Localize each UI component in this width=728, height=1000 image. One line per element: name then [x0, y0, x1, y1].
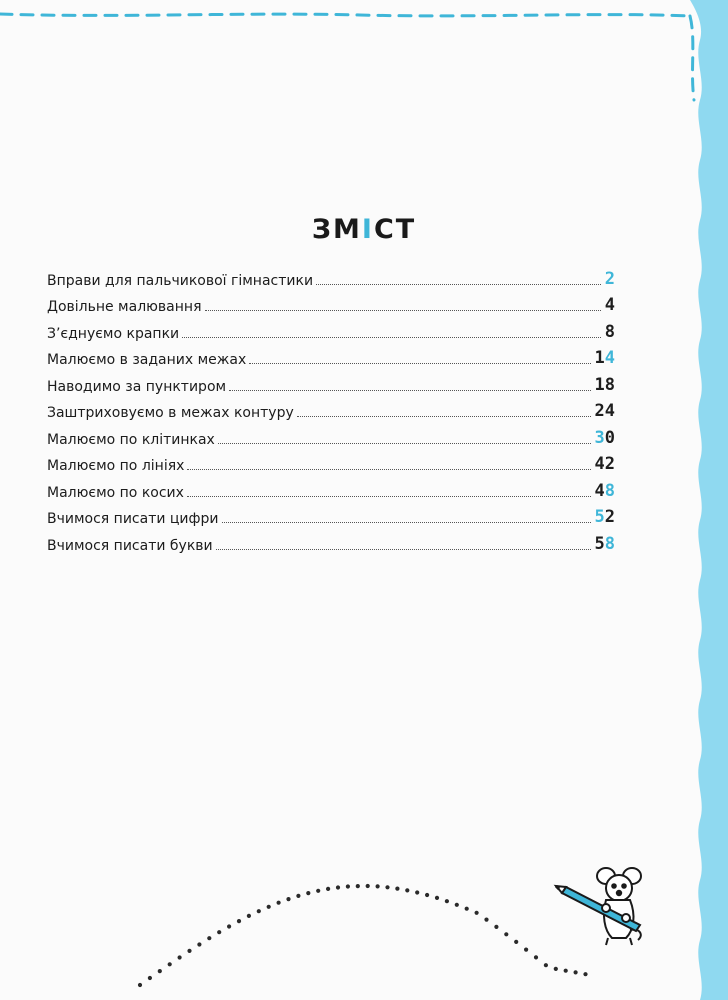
dotted-trail [138, 884, 588, 987]
toc-entry-label: Довільне малювання [47, 299, 202, 315]
toc-entry-page-number: 30 [594, 427, 615, 448]
toc-entry-page-number: 58 [594, 533, 615, 554]
mouse-with-pencil-icon [556, 868, 641, 945]
toc-entry-label: Малюємо по косих [47, 484, 184, 501]
toc-entry-page-number: 4 [604, 295, 615, 315]
toc-entry-page-number: 18 [594, 374, 615, 395]
toc-entry-page-number: 14 [594, 348, 615, 368]
toc-entry-label: Малюємо по клітинках [47, 431, 215, 448]
toc-entry-page-number: 8 [604, 321, 615, 342]
toc-entry-label: Вправи для пальчикової гімнастики [47, 272, 314, 289]
toc-entry-label: Наводимо за пунктиром [47, 378, 227, 395]
toc-entry-page-number: 2 [604, 268, 615, 289]
toc-entry-label: З’єднуємо крапки [47, 325, 180, 342]
toc-entry-label: Заштриховуємо в межах контуру [47, 405, 294, 421]
toc-entry-label: Вчимося писати цифри [47, 511, 219, 527]
toc-entry-page-number: 48 [594, 480, 615, 501]
toc-entry-page-number: 24 [594, 401, 615, 421]
toc-entry-label: Малюємо по лініях [47, 458, 185, 474]
toc-entry-label: Малюємо в заданих межах [47, 352, 247, 368]
toc-entry-label: Вчимося писати букви [47, 537, 213, 554]
toc-entry-page-number: 52 [594, 507, 615, 527]
page-title: ЗМІСТ [311, 214, 417, 245]
toc-entry-page-number: 42 [594, 454, 615, 474]
